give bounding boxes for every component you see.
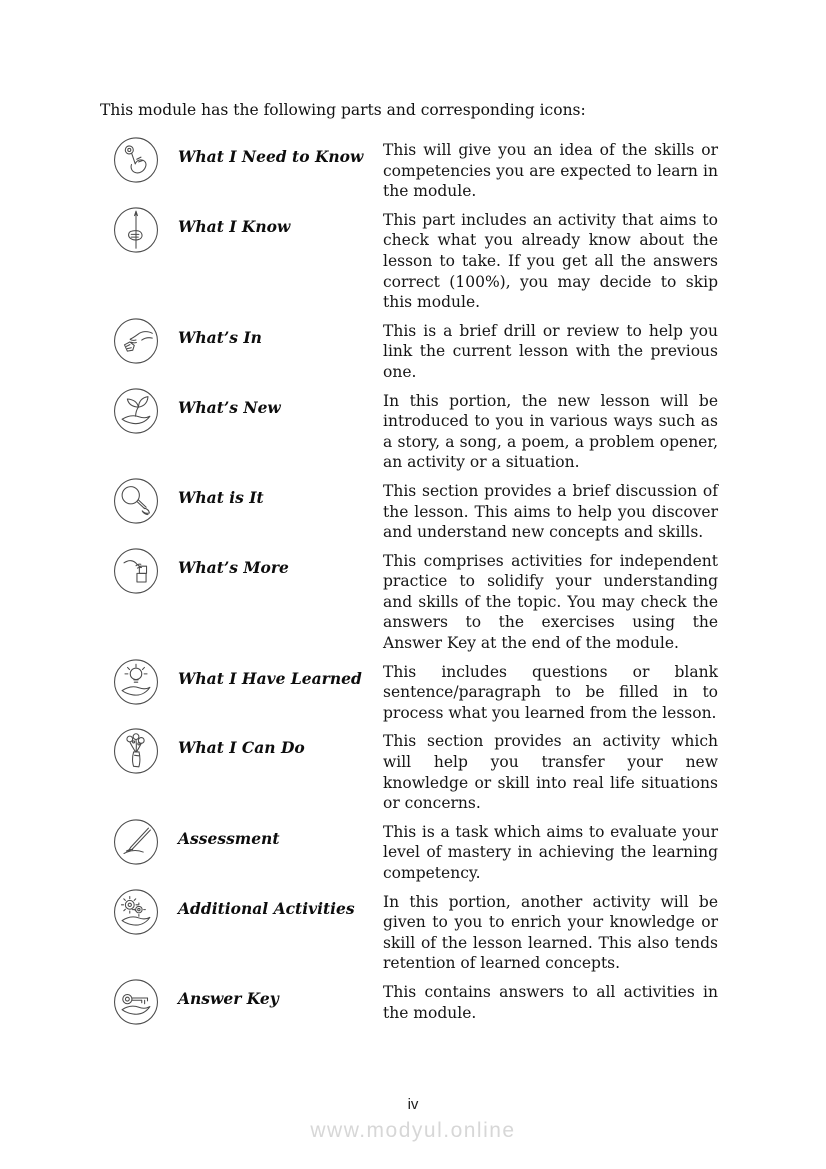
part-label: What’s New (178, 397, 281, 417)
module-part-row (100, 210, 718, 313)
part-description: This will give you an idea of the skills or competencies you are expected to learn in the module. (383, 141, 718, 201)
part-description: This is a brief drill or review to help you link the current lesson with the previous one. (383, 321, 718, 381)
part-label: What’s More (178, 557, 289, 577)
module-part-row (100, 982, 718, 1025)
part-label: What I Can Do (178, 738, 305, 758)
module-part-row (100, 551, 718, 654)
module-part-row (100, 892, 718, 974)
hand-dropping-paper-icon (100, 321, 178, 364)
hand-with-gears-icon (100, 892, 178, 935)
hand-holding-flowers-icon (100, 731, 178, 774)
part-label: Answer Key (178, 988, 279, 1008)
part-description: This contains answers to all activities in the module. (383, 982, 718, 1022)
module-part-row (100, 481, 718, 543)
part-label: Additional Activities (178, 898, 355, 918)
part-description: This part includes an activity that aims to check what you already know about the lesson to take. If you get all the answers correct (100%), you may decide to skip this module. (383, 210, 718, 312)
hand-holding-key-icon (100, 982, 178, 1025)
part-label: Assessment (178, 828, 280, 848)
part-description: In this portion, another activity will be given to you to enrich your knowledge or skill of the lesson learned. This also tends retention of learned concepts. (383, 892, 718, 973)
hand-with-magnifying-glass-icon (100, 481, 178, 524)
module-part-row (100, 321, 718, 383)
module-part-row (100, 391, 718, 473)
module-parts-list (100, 140, 718, 1025)
module-part-row (100, 662, 718, 724)
hand-writing-pen-icon (100, 822, 178, 865)
hand-holding-pencil-icon (100, 210, 178, 253)
part-description: This section provides an activity which will help you transfer your new knowledge or skill into real life situations or concerns. (383, 732, 718, 813)
part-description: In this portion, the new lesson will be introduced to you in various ways such as a story, a song, a poem, a problem opener, an activity or a situation. (383, 391, 718, 472)
hand-stacking-blocks-icon (100, 551, 178, 594)
part-description: This section provides a brief discussion of the lesson. This aims to help you discover and understand new concepts and skills. (383, 481, 718, 542)
part-label: What I Know (178, 216, 291, 236)
hand-with-seedling-icon (100, 391, 178, 434)
module-part-row (100, 822, 718, 884)
part-label: What is It (178, 487, 264, 507)
page-number: iv (407, 1096, 419, 1113)
part-description: This comprises activities for independent practice to solidify your understanding and skills of the topic. You may check the answers to the exercises using the Answer Key at the end of the module. (383, 551, 718, 653)
part-description: This is a task which aims to evaluate your level of mastery in achieving the learning competency. (383, 822, 718, 882)
part-description: This includes questions or blank sentence/paragraph to be filled in to process what you learned from the lesson. (383, 662, 718, 722)
touch-hand-icon (100, 140, 178, 183)
part-label: What I Need to Know (178, 147, 364, 166)
module-part-row (100, 140, 718, 202)
hand-with-lightbulb-icon (100, 662, 178, 705)
watermark: www.modyul.online (310, 1119, 516, 1142)
part-label: What I Have Learned (178, 668, 362, 688)
part-label: What’s In (178, 327, 262, 347)
intro-text: This module has the following parts and corresponding icons: (100, 101, 586, 119)
module-part-row (100, 731, 718, 813)
